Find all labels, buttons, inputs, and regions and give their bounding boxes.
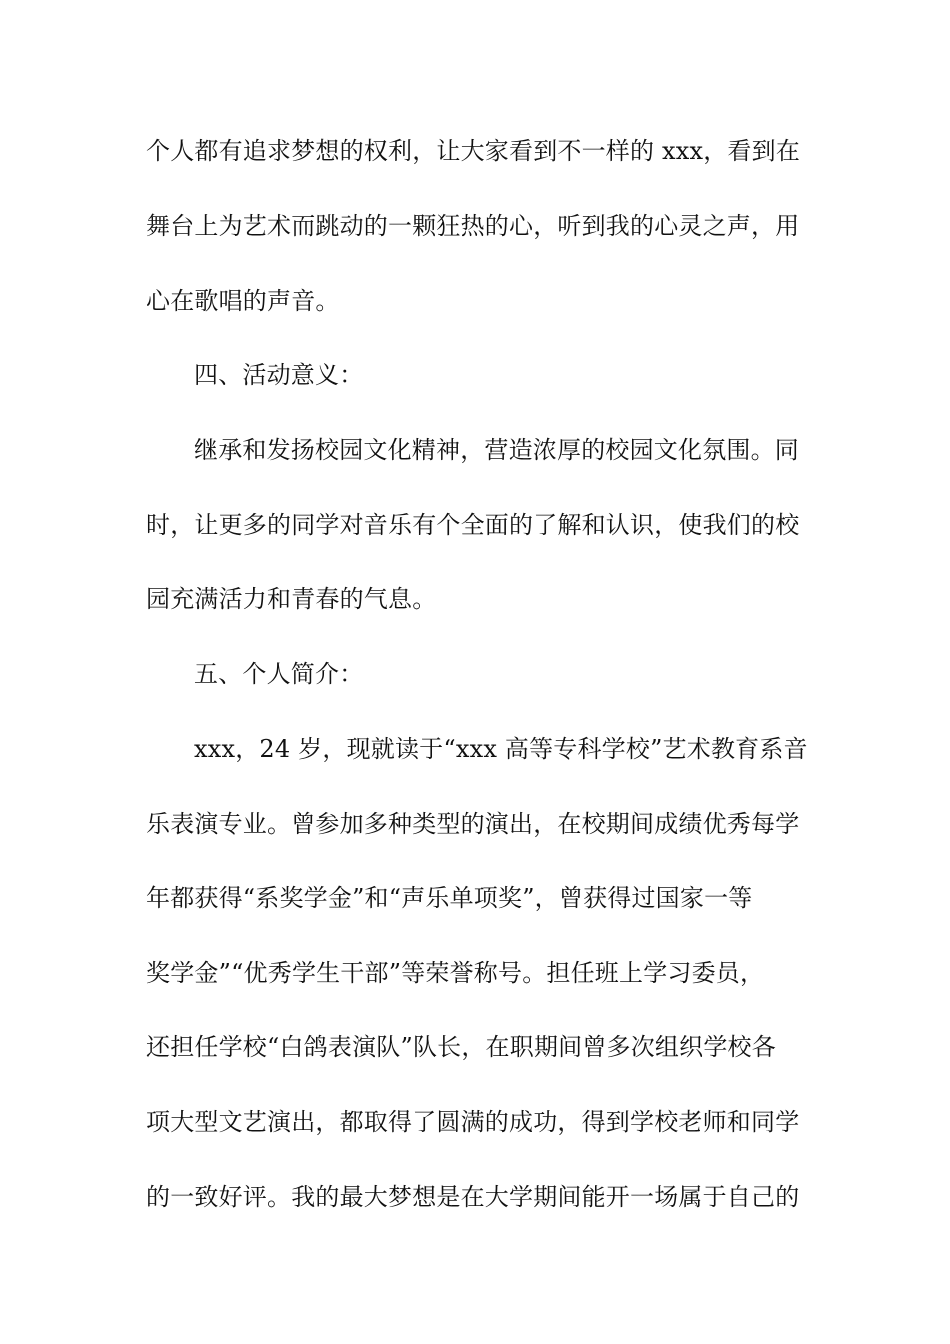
text-line: 舞台上为艺术而跳动的一颗狂热的心，听到我的心灵之声，用: [146, 212, 800, 240]
section-heading-profile: 五、个人简介：: [194, 660, 364, 688]
text-line: 年都获得“系奖学金”和“声乐单项奖”，曾获得过国家一等: [146, 884, 753, 912]
text-line: 乐表演专业。曾参加多种类型的演出，在校期间成绩优秀每学: [146, 810, 800, 838]
text-line: 的一致好评。我的最大梦想是在大学期间能开一场属于自己的: [146, 1183, 800, 1211]
text-line: 项大型文艺演出，都取得了圆满的成功，得到学校老师和同学: [146, 1108, 800, 1136]
section-heading-significance: 四、活动意义：: [194, 361, 364, 389]
text-line: 个人都有追求梦想的权利，让大家看到不一样的 xxx，看到在: [146, 137, 801, 165]
text-line: 园充满活力和青春的气息。: [146, 585, 437, 613]
text-line: xxx，24 岁，现就读于“xxx 高等专科学校”艺术教育系音: [194, 735, 808, 763]
text-line: 还担任学校“白鸽表演队”队长，在职期间曾多次组织学校各: [146, 1033, 776, 1061]
text-line: 奖学金”“优秀学生干部”等荣誉称号。担任班上学习委员，: [146, 959, 765, 987]
text-line: 时，让更多的同学对音乐有个全面的了解和认识，使我们的校: [146, 511, 800, 539]
text-line: 心在歌唱的声音。: [146, 287, 340, 315]
text-line: 继承和发扬校园文化精神，营造浓厚的校园文化氛围。同: [194, 436, 799, 464]
